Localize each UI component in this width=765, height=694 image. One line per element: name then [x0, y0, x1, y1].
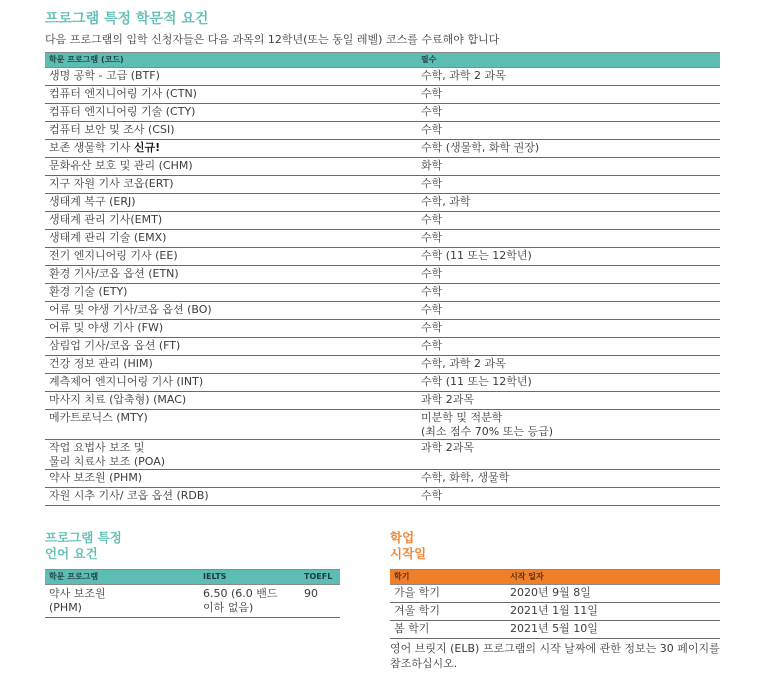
program-cell — [45, 104, 417, 122]
toefl-cell: 90 — [300, 585, 340, 618]
table-row — [45, 140, 720, 158]
intro-text: 다음 프로그램의 입학 신청자들은 다음 과목의 12학년(또는 동일 레벨) 코스를 수료해야 합니다 — [45, 33, 500, 46]
program-cell — [45, 440, 417, 470]
header-toefl: TOEFL — [300, 570, 340, 585]
program-name: 생태계 복구 (ERJ) — [49, 195, 136, 208]
table-row — [45, 158, 720, 176]
program-cell — [45, 410, 417, 440]
start-dates-body — [390, 585, 720, 639]
program-name: 컴퓨터 보안 및 조사 (CSI) — [49, 123, 175, 136]
required-cell: 수학 — [417, 230, 720, 248]
table-row — [45, 302, 720, 320]
language-requirements-table — [45, 569, 340, 618]
header-term: 학기 — [390, 570, 506, 585]
program-cell — [45, 212, 417, 230]
requirements-body — [45, 68, 720, 506]
table-row — [45, 470, 720, 488]
term-cell: 가을 학기 — [390, 585, 506, 603]
program-name: 계측제어 엔지니어링 기사 (INT) — [49, 375, 204, 388]
table-row — [390, 621, 720, 639]
start-date-cell: 2021년 1월 11일 — [506, 603, 720, 621]
program-cell — [45, 374, 417, 392]
table-row — [45, 176, 720, 194]
start-dates-title — [390, 530, 426, 562]
required-cell: 과학 2과목 — [417, 392, 720, 410]
program-cell — [45, 392, 417, 410]
program-name: 자원 시추 기사/ 코옵 옵션 (RDB) — [49, 489, 209, 502]
table-row — [390, 585, 720, 603]
program-name: 환경 기사/코옵 옵션 (ETN) — [49, 267, 179, 280]
program-name: 약사 보조원 (PHM) — [49, 471, 143, 484]
table-row — [45, 194, 720, 212]
program-name: 건강 정보 관리 (HIM) — [49, 357, 153, 370]
table-row — [45, 356, 720, 374]
program-name: 생명 공학 - 고급 (BTF) — [49, 69, 160, 82]
program-cell — [45, 302, 417, 320]
program-name: 전기 엔지니어링 기사 (EE) — [49, 249, 178, 262]
table-row — [45, 488, 720, 506]
language-title-line2: 언어 요건 — [45, 546, 98, 561]
required-cell: 수학, 화학, 생물학 — [417, 470, 720, 488]
program-name: 작업 요법사 보조 및 물리 치료사 보조 (POA) — [49, 441, 166, 468]
language-title-line1: 프로그램 특정 — [45, 530, 122, 545]
program-cell — [45, 248, 417, 266]
program-cell — [45, 140, 417, 158]
term-cell: 봄 학기 — [390, 621, 506, 639]
ielts-cell: 6.50 (6.0 밴드 이하 없음) — [199, 585, 300, 618]
program-cell — [45, 86, 417, 104]
start-title-line1: 학업 — [390, 530, 415, 545]
page-title: 프로그램 특정 학문적 요건 — [45, 11, 209, 27]
required-cell: 화학 — [417, 158, 720, 176]
program-cell — [45, 488, 417, 506]
table-header-row — [45, 570, 340, 585]
table-row — [45, 392, 720, 410]
required-cell: 수학 — [417, 86, 720, 104]
program-cell — [45, 284, 417, 302]
required-cell: 수학, 과학 2 과목 — [417, 356, 720, 374]
new-badge: 신규! — [133, 141, 161, 154]
required-cell: 수학, 과학 2 과목 — [417, 68, 720, 86]
required-cell: 수학 — [417, 176, 720, 194]
term-cell: 겨울 학기 — [390, 603, 506, 621]
program-name: 보존 생물학 기사 — [49, 141, 134, 154]
required-cell: 수학 — [417, 284, 720, 302]
required-cell: 수학 — [417, 320, 720, 338]
table-row — [45, 585, 340, 618]
required-cell: 수학 — [417, 212, 720, 230]
program-name: 메카트로닉스 (MTY) — [49, 411, 148, 424]
table-row — [45, 374, 720, 392]
table-row — [45, 320, 720, 338]
program-name: 지구 자원 기사 코옵(ERT) — [49, 177, 174, 190]
program-cell — [45, 176, 417, 194]
table-row — [45, 266, 720, 284]
program-name: 삼림업 기사/코옵 옵션 (FT) — [49, 339, 181, 352]
header-start-date: 시작 일자 — [506, 570, 720, 585]
start-date-cell: 2021년 5월 10일 — [506, 621, 720, 639]
table-row — [45, 410, 720, 440]
program-cell: 약사 보조원 (PHM) — [45, 585, 199, 618]
start-title-line2: 시작일 — [390, 546, 427, 561]
table-row — [45, 212, 720, 230]
start-date-cell: 2020년 9월 8일 — [506, 585, 720, 603]
required-cell: 수학 — [417, 122, 720, 140]
language-body — [45, 585, 340, 618]
header-ielts: IELTS — [199, 570, 300, 585]
program-cell — [45, 266, 417, 284]
language-requirements-title — [45, 530, 122, 562]
program-cell — [45, 158, 417, 176]
academic-requirements-table — [45, 52, 720, 506]
start-dates-table — [390, 569, 720, 639]
table-row — [45, 440, 720, 470]
required-cell: 수학 — [417, 104, 720, 122]
table-row — [45, 104, 720, 122]
program-cell — [45, 338, 417, 356]
required-cell: 수학 — [417, 488, 720, 506]
table-row — [45, 338, 720, 356]
required-cell: 수학 (11 또는 12학년) — [417, 374, 720, 392]
required-cell: 수학 — [417, 302, 720, 320]
table-header-row — [45, 53, 720, 68]
program-name: 생태계 관리 기사(EMT) — [49, 213, 163, 226]
header-program: 학문 프로그램 — [45, 570, 199, 585]
program-cell — [45, 194, 417, 212]
program-name: 문화유산 보호 및 관리 (CHM) — [49, 159, 193, 172]
required-cell: 미분학 및 적분학 (최소 점수 70% 또는 등급) — [417, 410, 720, 440]
program-name: 환경 기술 (ETY) — [49, 285, 128, 298]
required-cell: 수학 — [417, 338, 720, 356]
table-row — [45, 68, 720, 86]
required-cell: 수학 — [417, 266, 720, 284]
elb-note: 영어 브릿지 (ELB) 프로그램의 시작 날짜에 관한 정보는 30 페이지를 참조하십시오. — [390, 642, 720, 670]
table-row — [45, 122, 720, 140]
program-cell — [45, 68, 417, 86]
program-name: 어류 및 야생 기사 (FW) — [49, 321, 164, 334]
program-cell — [45, 470, 417, 488]
program-cell — [45, 122, 417, 140]
table-row — [45, 284, 720, 302]
program-name: 어류 및 야생 기사/코옵 옵션 (BO) — [49, 303, 212, 316]
program-cell — [45, 320, 417, 338]
header-program: 학문 프로그램 (코드) — [45, 53, 417, 68]
required-cell: 수학, 과학 — [417, 194, 720, 212]
program-cell — [45, 230, 417, 248]
required-cell: 수학 (생물학, 화학 권장) — [417, 140, 720, 158]
table-row — [45, 248, 720, 266]
table-row — [45, 86, 720, 104]
table-header-row — [390, 570, 720, 585]
program-name: 생태계 관리 기술 (EMX) — [49, 231, 167, 244]
program-name: 컴퓨터 엔지니어링 기사 (CTN) — [49, 87, 197, 100]
table-row — [390, 603, 720, 621]
program-name: 마사지 치료 (압축형) (MAC) — [49, 393, 187, 406]
required-cell: 과학 2과목 — [417, 440, 720, 470]
header-required: 필수 — [417, 53, 720, 68]
required-cell: 수학 (11 또는 12학년) — [417, 248, 720, 266]
program-name: 컴퓨터 엔지니어링 기술 (CTY) — [49, 105, 196, 118]
table-row — [45, 230, 720, 248]
program-cell — [45, 356, 417, 374]
